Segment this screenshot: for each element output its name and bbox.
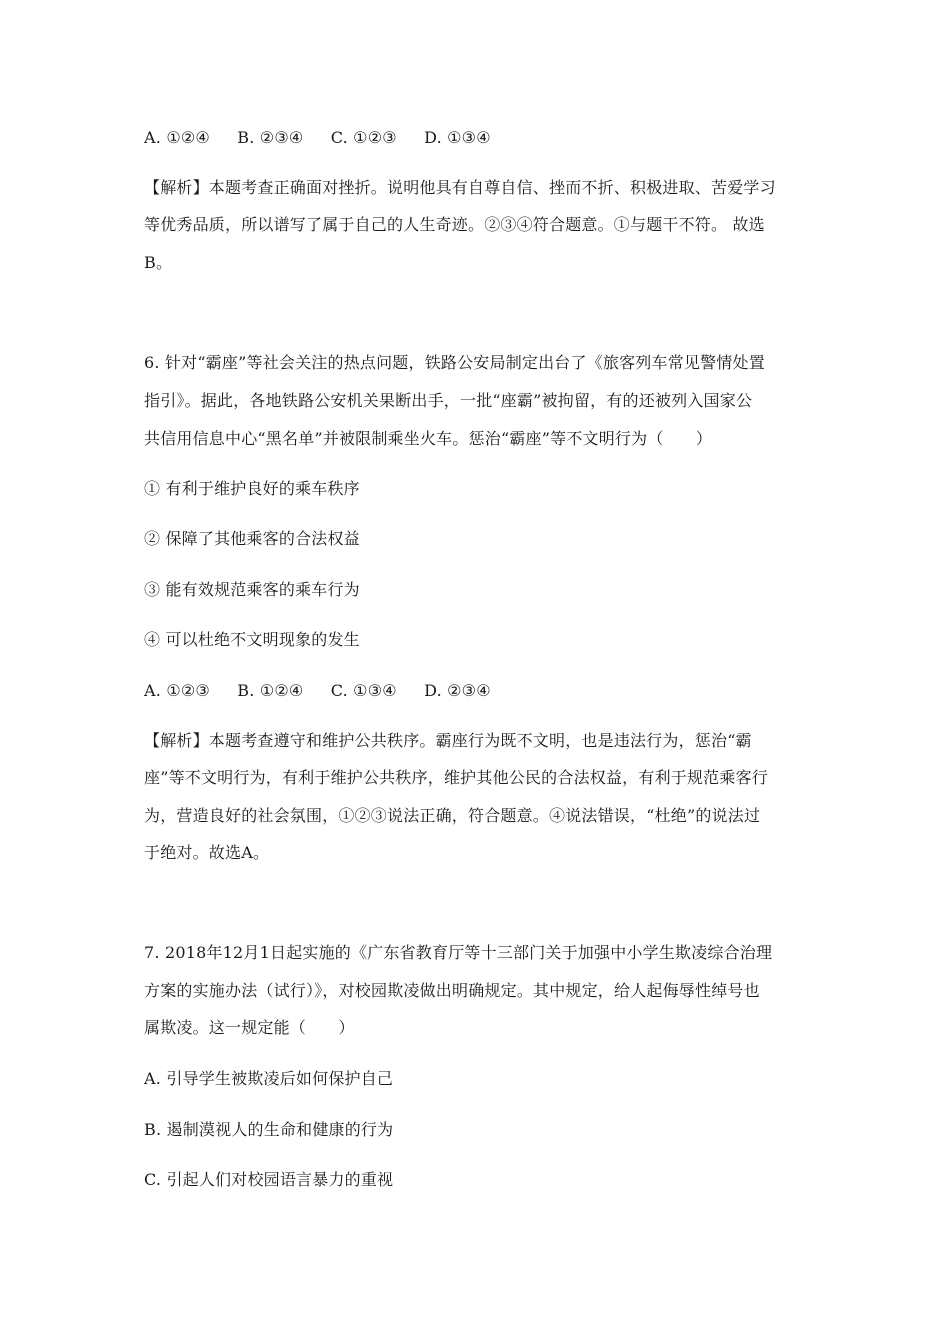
q6-stem-line-3: 共信用信息中心“黑名单”并被限制乘坐火车。惩治“霸座”等不文明行为（ ） [144,429,713,448]
q6-option-b: B. ①②④ [237,681,304,700]
q6-analysis-line-2: 座”等不文明行为，有利于维护公共秩序，维护其他公民的合法权益，有利于规范乘客行 [144,768,768,787]
q6-stem-line-1: 6. 针对“霸座”等社会关注的热点问题，铁路公安局制定出台了《旅客列车常见警情处置 [144,353,765,372]
q6-option-c: C. ①③④ [330,681,397,700]
q6-statement-3: ③ 能有效规范乘客的乘车行为 [144,580,360,599]
q7-stem-line-3: 属欺凌。这一规定能（ ） [144,1018,355,1037]
q5-option-c: C. ①②③ [330,128,397,147]
q5-option-a: A. ①②④ [144,128,210,147]
q7-stem-line-1: 7. 2018年12月1日起实施的《广东省教育厅等十三部门关于加强中小学生欺凌综合治理 [144,943,773,962]
q5-option-d: D. ①③④ [424,128,491,147]
q7-choice-c: C. 引起人们对校园语言暴力的重视 [144,1170,394,1189]
q6-stem-line-2: 指引》。据此，各地铁路公安机关果断出手，一批“座霸”被拘留，有的还被列入国家公 [144,391,753,410]
q5-analysis-line-1: 【解析】本题考查正确面对挫折。说明他具有自尊自信、挫而不折、积极进取、苦爱学习 [144,178,776,197]
q5-option-b: B. ②③④ [237,128,304,147]
q6-statement-2: ② 保障了其他乘客的合法权益 [144,529,360,548]
q5-options [144,128,814,148]
q6-statement-1: ① 有利于维护良好的乘车秩序 [144,479,360,498]
q5-analysis-line-2: 等优秀品质，所以谱写了属于自己的人生奇迹。②③④符合题意。①与题干不符。 故选 [144,215,765,234]
q6-option-a: A. ①②③ [144,681,210,700]
q5-analysis-line-3: B。 [144,253,173,272]
q6-analysis-line-3: 为，营造良好的社会氛围，①②③说法正确，符合题意。④说法错误，“杜绝”的说法过 [144,806,761,825]
q6-analysis-line-4: 于绝对。故选A。 [144,843,270,862]
q6-option-d: D. ②③④ [424,681,491,700]
q7-choice-b: B. 遏制漠视人的生命和健康的行为 [144,1120,394,1139]
q7-stem-line-2: 方案的实施办法（试行）》，对校园欺凌做出明确规定。其中规定，给人起侮辱性绰号也 [144,981,760,1000]
q6-analysis-line-1: 【解析】本题考查遵守和维护公共秩序。霸座行为既不文明，也是违法行为，惩治“霸 [144,731,752,750]
q6-options [144,681,814,701]
q6-statement-4: ④ 可以杜绝不文明现象的发生 [144,630,360,649]
q7-choice-a: A. 引导学生被欺凌后如何保护自己 [144,1069,394,1088]
